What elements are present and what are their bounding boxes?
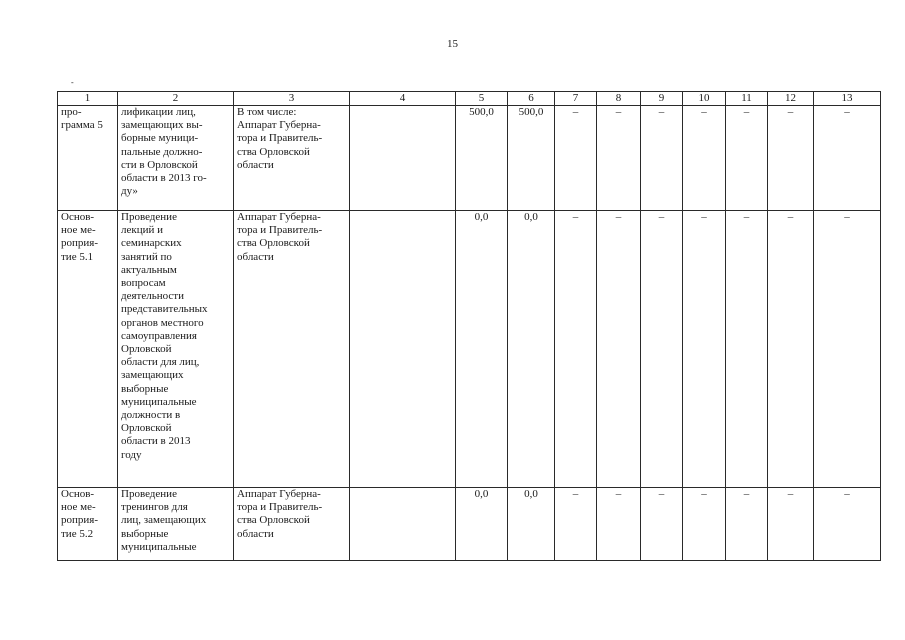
cell-dash-9: –: [641, 106, 683, 211]
cell-dash-10: –: [683, 106, 726, 211]
cell-dash-11: –: [726, 488, 768, 561]
col-header-5: 5: [456, 92, 508, 106]
cell-program: [58, 488, 118, 561]
cell-dash-11: –: [726, 211, 768, 488]
cell-col4: [350, 488, 456, 561]
cell-text: В том числе: Аппарат Губерна- тора и Правитель- ства Орловской области: [237, 106, 323, 171]
cell-col4: [350, 106, 456, 211]
cell-dash-12: –: [768, 106, 814, 211]
col-header-12: 12: [768, 92, 814, 106]
col-header-1: 1: [58, 92, 118, 106]
cell-dash-8: –: [597, 488, 641, 561]
col-header-13: 13: [814, 92, 881, 106]
cell-dash-13: –: [814, 106, 881, 211]
table-row: [58, 488, 881, 561]
cell-dash-12: –: [768, 211, 814, 488]
cell-value-6: 0,0: [508, 488, 555, 561]
cell-name: [118, 211, 234, 488]
cell-name: [118, 106, 234, 211]
cell-executor: [234, 488, 350, 561]
cell-dash-7: –: [555, 211, 597, 488]
cell-dash-11: –: [726, 106, 768, 211]
cell-dash-7: –: [555, 488, 597, 561]
cell-dash-13: –: [814, 488, 881, 561]
header-row: [58, 92, 881, 106]
cell-col4: [350, 211, 456, 488]
col-header-7: 7: [555, 92, 597, 106]
cell-dash-9: –: [641, 211, 683, 488]
page-number: 15: [447, 38, 458, 50]
cell-dash-12: –: [768, 488, 814, 561]
cell-dash-9: –: [641, 488, 683, 561]
col-header-2: 2: [118, 92, 234, 106]
col-header-11: 11: [726, 92, 768, 106]
cell-text: Аппарат Губерна- тора и Правитель- ства Орловской области: [237, 211, 323, 263]
cell-text: Аппарат Губерна- тора и Правитель- ства Орловской области: [237, 488, 323, 540]
cell-program: [58, 211, 118, 488]
cell-value-5: 500,0: [456, 106, 508, 211]
cell-text: лификации лиц, замещающих вы- борные муници- пальные должно- сти в Орловской области в 2013 го- ду»: [121, 106, 207, 198]
cell-dash-8: –: [597, 211, 641, 488]
cell-dash-10: –: [683, 488, 726, 561]
cell-dash-13: –: [814, 211, 881, 488]
col-header-6: 6: [508, 92, 555, 106]
cell-executor: [234, 106, 350, 211]
cell-text: Проведение тренингов для лиц, замещающих выборные муниципальные: [121, 488, 207, 553]
col-header-4: 4: [350, 92, 456, 106]
cell-dash-8: –: [597, 106, 641, 211]
col-header-10: 10: [683, 92, 726, 106]
cell-value-6: 500,0: [508, 106, 555, 211]
col-header-8: 8: [597, 92, 641, 106]
cell-text: Основ- ное ме- роприя- тие 5.1: [61, 211, 98, 263]
col-header-3: 3: [234, 92, 350, 106]
cell-value-6: 0,0: [508, 211, 555, 488]
program-table: [57, 91, 881, 561]
cell-dash-10: –: [683, 211, 726, 488]
table-row: [58, 106, 881, 211]
cell-text: Основ- ное ме- роприя- тие 5.2: [61, 488, 98, 540]
cell-name: [118, 488, 234, 561]
cell-program: [58, 106, 118, 211]
corner-mark: -: [71, 78, 74, 87]
cell-text: про- грамма 5: [61, 106, 103, 132]
cell-value-5: 0,0: [456, 211, 508, 488]
cell-value-5: 0,0: [456, 488, 508, 561]
col-header-9: 9: [641, 92, 683, 106]
table-row: [58, 211, 881, 488]
cell-dash-7: –: [555, 106, 597, 211]
cell-text: Проведение лекций и семинарских занятий по актуальным вопросам деятельности представительных органов местного самоуправления Орловской области для лиц, замещающих выборные муниципальные должности в Орловской области в 2013 году: [121, 211, 208, 461]
cell-executor: [234, 211, 350, 488]
